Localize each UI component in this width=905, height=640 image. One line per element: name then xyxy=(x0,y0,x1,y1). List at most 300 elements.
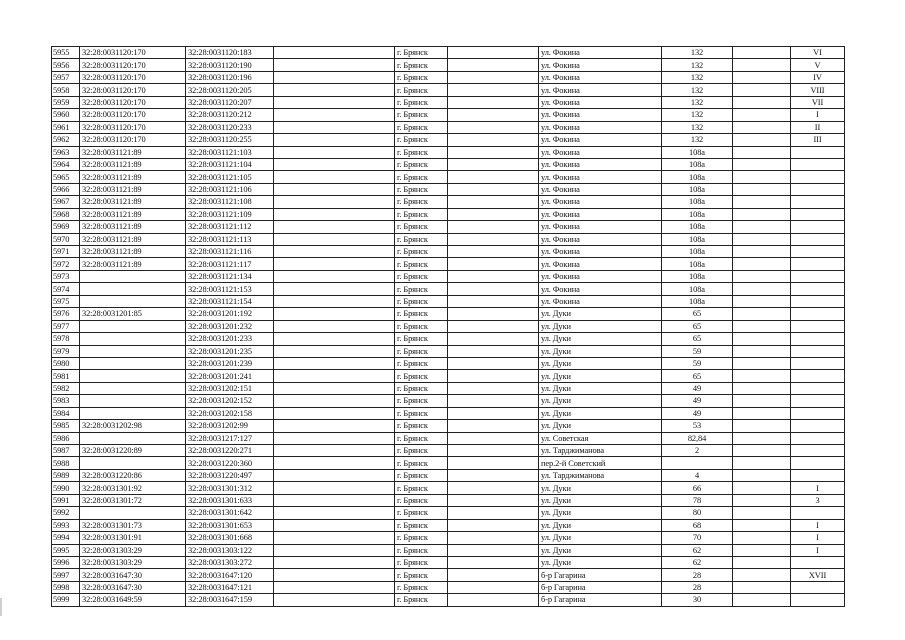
cell-blank1 xyxy=(274,196,395,208)
cell-apt: VI xyxy=(791,47,845,59)
cell-city: г. Брянск xyxy=(395,420,448,432)
cell-street: ул. Фокина xyxy=(539,96,662,108)
table-row xyxy=(52,544,845,556)
cell-city: г. Брянск xyxy=(395,333,448,345)
cell-cad_a: 32:28:0031301:92 xyxy=(80,482,186,494)
cell-n: 5984 xyxy=(52,407,80,419)
table-row xyxy=(52,71,845,83)
cell-city: г. Брянск xyxy=(395,270,448,282)
cell-cad_b: 32:28:0031121:105 xyxy=(186,171,274,183)
cell-n: 5997 xyxy=(52,569,80,581)
cell-apt: XVII xyxy=(791,569,845,581)
cell-city: г. Брянск xyxy=(395,594,448,606)
cell-blank2 xyxy=(448,432,539,444)
cell-blank2 xyxy=(448,146,539,158)
cell-blank1 xyxy=(274,109,395,121)
table-row xyxy=(52,519,845,531)
cell-blank1 xyxy=(274,295,395,307)
cell-n: 5980 xyxy=(52,357,80,369)
cell-cad_a: 32:28:0031120:170 xyxy=(80,121,186,133)
cell-blank2 xyxy=(448,233,539,245)
cell-blank3 xyxy=(733,594,791,606)
cell-street: ул. Фокина xyxy=(539,295,662,307)
cell-blank1 xyxy=(274,432,395,444)
table-row xyxy=(52,270,845,282)
cell-cad_b: 32:28:0031647:121 xyxy=(186,581,274,593)
cell-cad_a: 32:28:0031121:89 xyxy=(80,158,186,170)
cell-cad_a xyxy=(80,395,186,407)
cell-blank1 xyxy=(274,519,395,531)
cell-house: 108а xyxy=(662,233,733,245)
cell-street: ул. Тарджиманова xyxy=(539,469,662,481)
cell-cad_b: 32:28:0031120:207 xyxy=(186,96,274,108)
cell-apt xyxy=(791,345,845,357)
cell-cad_b: 32:28:0031121:106 xyxy=(186,183,274,195)
cell-blank2 xyxy=(448,270,539,282)
cell-blank1 xyxy=(274,47,395,59)
cell-city: г. Брянск xyxy=(395,432,448,444)
cell-street: ул. Дуки xyxy=(539,308,662,320)
cell-street: ул. Дуки xyxy=(539,407,662,419)
table-row xyxy=(52,246,845,258)
table-row xyxy=(52,482,845,494)
cell-city: г. Брянск xyxy=(395,308,448,320)
table-row xyxy=(52,407,845,419)
cell-n: 5990 xyxy=(52,482,80,494)
cell-city: г. Брянск xyxy=(395,395,448,407)
cell-city: г. Брянск xyxy=(395,469,448,481)
cell-cad_a xyxy=(80,407,186,419)
table-row xyxy=(52,308,845,320)
cell-cad_b: 32:28:0031301:653 xyxy=(186,519,274,531)
cell-blank2 xyxy=(448,295,539,307)
cell-n: 5964 xyxy=(52,158,80,170)
cell-street: ул. Фокина xyxy=(539,258,662,270)
cell-blank3 xyxy=(733,71,791,83)
cell-blank3 xyxy=(733,494,791,506)
cell-cad_a xyxy=(80,357,186,369)
cell-n: 5994 xyxy=(52,532,80,544)
cell-n: 5960 xyxy=(52,109,80,121)
cell-apt xyxy=(791,445,845,457)
table-row xyxy=(52,221,845,233)
cell-city: г. Брянск xyxy=(395,345,448,357)
cell-cad_b: 32:28:0031121:113 xyxy=(186,233,274,245)
cell-blank3 xyxy=(733,345,791,357)
cell-blank1 xyxy=(274,556,395,568)
cell-cad_a: 32:28:0031202:98 xyxy=(80,420,186,432)
cell-street: ул. Фокина xyxy=(539,84,662,96)
table-row xyxy=(52,171,845,183)
cell-n: 5983 xyxy=(52,395,80,407)
cell-city: г. Брянск xyxy=(395,544,448,556)
cell-n: 5966 xyxy=(52,183,80,195)
cell-street: ул. Дуки xyxy=(539,532,662,544)
cell-blank3 xyxy=(733,333,791,345)
cell-house: 82,84 xyxy=(662,432,733,444)
cell-blank1 xyxy=(274,208,395,220)
cell-house: 108а xyxy=(662,258,733,270)
cell-blank2 xyxy=(448,84,539,96)
cell-blank3 xyxy=(733,507,791,519)
table-row xyxy=(52,208,845,220)
cell-blank1 xyxy=(274,308,395,320)
cell-house: 108а xyxy=(662,283,733,295)
cell-blank1 xyxy=(274,258,395,270)
cell-blank1 xyxy=(274,71,395,83)
cell-blank2 xyxy=(448,420,539,432)
cell-cad_a: 32:28:0031121:89 xyxy=(80,146,186,158)
cell-blank3 xyxy=(733,370,791,382)
cell-cad_a: 32:28:0031120:170 xyxy=(80,96,186,108)
cell-blank1 xyxy=(274,532,395,544)
cell-city: г. Брянск xyxy=(395,494,448,506)
cell-cad_a: 32:28:0031301:72 xyxy=(80,494,186,506)
cell-cad_a xyxy=(80,507,186,519)
cell-house: 108а xyxy=(662,221,733,233)
scan-edge-mark xyxy=(0,598,2,616)
cell-blank3 xyxy=(733,109,791,121)
cell-house: 49 xyxy=(662,407,733,419)
cell-cad_b: 32:28:0031220:360 xyxy=(186,457,274,469)
cell-n: 5986 xyxy=(52,432,80,444)
cell-blank1 xyxy=(274,469,395,481)
cell-blank3 xyxy=(733,569,791,581)
cell-cad_a: 32:28:0031121:89 xyxy=(80,183,186,195)
cell-house: 28 xyxy=(662,569,733,581)
cell-blank2 xyxy=(448,171,539,183)
cell-n: 5967 xyxy=(52,196,80,208)
cell-apt xyxy=(791,395,845,407)
cell-city: г. Брянск xyxy=(395,482,448,494)
cell-apt: III xyxy=(791,134,845,146)
cell-house: 132 xyxy=(662,47,733,59)
cell-apt xyxy=(791,146,845,158)
cell-city: г. Брянск xyxy=(395,382,448,394)
cell-city: г. Брянск xyxy=(395,96,448,108)
cell-blank1 xyxy=(274,507,395,519)
cell-blank2 xyxy=(448,507,539,519)
table-row xyxy=(52,84,845,96)
cell-house: 108а xyxy=(662,146,733,158)
cell-cad_a: 32:28:0031120:170 xyxy=(80,47,186,59)
cell-city: г. Брянск xyxy=(395,221,448,233)
cell-street: ул. Дуки xyxy=(539,494,662,506)
cell-cad_a: 32:28:0031121:89 xyxy=(80,258,186,270)
cell-n: 5965 xyxy=(52,171,80,183)
cell-apt: 3 xyxy=(791,494,845,506)
cell-cad_b: 32:28:0031202:99 xyxy=(186,420,274,432)
cell-cad_b: 32:28:0031301:312 xyxy=(186,482,274,494)
cell-house: 62 xyxy=(662,544,733,556)
cell-blank1 xyxy=(274,171,395,183)
cell-apt xyxy=(791,196,845,208)
cell-city: г. Брянск xyxy=(395,158,448,170)
cell-blank3 xyxy=(733,221,791,233)
cell-street: ул. Дуки xyxy=(539,482,662,494)
cell-house: 68 xyxy=(662,519,733,531)
cell-blank2 xyxy=(448,59,539,71)
property-table xyxy=(51,46,845,607)
cell-cad_a xyxy=(80,345,186,357)
cell-blank1 xyxy=(274,84,395,96)
cell-n: 5988 xyxy=(52,457,80,469)
cell-n: 5991 xyxy=(52,494,80,506)
cell-apt xyxy=(791,270,845,282)
cell-house: 108а xyxy=(662,270,733,282)
cell-blank2 xyxy=(448,258,539,270)
cell-n: 5999 xyxy=(52,594,80,606)
cell-blank1 xyxy=(274,594,395,606)
cell-house: 132 xyxy=(662,121,733,133)
table-row xyxy=(52,233,845,245)
cell-city: г. Брянск xyxy=(395,171,448,183)
cell-blank3 xyxy=(733,258,791,270)
cell-blank3 xyxy=(733,196,791,208)
cell-apt: V xyxy=(791,59,845,71)
table-row xyxy=(52,494,845,506)
cell-street: ул. Фокина xyxy=(539,121,662,133)
cell-house: 132 xyxy=(662,96,733,108)
cell-city: г. Брянск xyxy=(395,109,448,121)
cell-blank1 xyxy=(274,569,395,581)
cell-cad_b: 32:28:0031121:154 xyxy=(186,295,274,307)
cell-cad_b: 32:28:0031301:633 xyxy=(186,494,274,506)
cell-blank2 xyxy=(448,47,539,59)
cell-city: г. Брянск xyxy=(395,556,448,568)
cell-house: 108а xyxy=(662,246,733,258)
cell-blank3 xyxy=(733,208,791,220)
cell-city: г. Брянск xyxy=(395,59,448,71)
cell-city: г. Брянск xyxy=(395,183,448,195)
cell-blank3 xyxy=(733,158,791,170)
table-row xyxy=(52,183,845,195)
cell-blank1 xyxy=(274,221,395,233)
cell-blank2 xyxy=(448,569,539,581)
cell-blank2 xyxy=(448,246,539,258)
cell-city: г. Брянск xyxy=(395,357,448,369)
cell-street: ул. Дуки xyxy=(539,519,662,531)
cell-blank3 xyxy=(733,469,791,481)
cell-house: 132 xyxy=(662,134,733,146)
cell-street: ул. Дуки xyxy=(539,544,662,556)
cell-blank1 xyxy=(274,121,395,133)
cell-city: г. Брянск xyxy=(395,507,448,519)
cell-apt xyxy=(791,258,845,270)
table-row xyxy=(52,146,845,158)
cell-house: 108а xyxy=(662,171,733,183)
cell-apt xyxy=(791,208,845,220)
cell-apt xyxy=(791,183,845,195)
cell-street: ул. Фокина xyxy=(539,196,662,208)
cell-blank3 xyxy=(733,357,791,369)
cell-apt: II xyxy=(791,121,845,133)
cell-cad_b: 32:28:0031301:642 xyxy=(186,507,274,519)
cell-street: ул. Фокина xyxy=(539,270,662,282)
cell-blank3 xyxy=(733,121,791,133)
cell-city: г. Брянск xyxy=(395,71,448,83)
cell-blank3 xyxy=(733,308,791,320)
cell-apt: I xyxy=(791,532,845,544)
cell-blank3 xyxy=(733,420,791,432)
cell-blank2 xyxy=(448,320,539,332)
cell-house: 28 xyxy=(662,581,733,593)
cell-cad_a: 32:28:0031121:89 xyxy=(80,196,186,208)
cell-cad_a: 32:28:0031121:89 xyxy=(80,233,186,245)
cell-blank3 xyxy=(733,482,791,494)
cell-blank3 xyxy=(733,519,791,531)
cell-city: г. Брянск xyxy=(395,519,448,531)
cell-cad_a: 32:28:0031121:89 xyxy=(80,208,186,220)
cell-blank2 xyxy=(448,519,539,531)
cell-cad_b: 32:28:0031120:183 xyxy=(186,47,274,59)
table-row xyxy=(52,109,845,121)
cell-city: г. Брянск xyxy=(395,134,448,146)
cell-apt xyxy=(791,158,845,170)
cell-blank1 xyxy=(274,233,395,245)
cell-street: ул. Дуки xyxy=(539,395,662,407)
cell-street: ул. Дуки xyxy=(539,345,662,357)
cell-n: 5992 xyxy=(52,507,80,519)
cell-apt: I xyxy=(791,109,845,121)
cell-apt xyxy=(791,469,845,481)
cell-street: ул. Фокина xyxy=(539,233,662,245)
cell-cad_a: 32:28:0031647:30 xyxy=(80,581,186,593)
cell-street: б-р Гагарина xyxy=(539,594,662,606)
cell-blank2 xyxy=(448,370,539,382)
cell-blank2 xyxy=(448,556,539,568)
cell-city: г. Брянск xyxy=(395,233,448,245)
cell-cad_a: 32:28:0031120:170 xyxy=(80,71,186,83)
cell-city: г. Брянск xyxy=(395,196,448,208)
cell-apt xyxy=(791,308,845,320)
cell-apt xyxy=(791,246,845,258)
cell-blank3 xyxy=(733,544,791,556)
cell-cad_a: 32:28:0031303:29 xyxy=(80,556,186,568)
cell-cad_b: 32:28:0031220:271 xyxy=(186,445,274,457)
cell-blank1 xyxy=(274,270,395,282)
cell-blank3 xyxy=(733,96,791,108)
table-row xyxy=(52,532,845,544)
cell-apt xyxy=(791,320,845,332)
table-row xyxy=(52,420,845,432)
cell-blank3 xyxy=(733,432,791,444)
cell-cad_a: 32:28:0031303:29 xyxy=(80,544,186,556)
cell-apt xyxy=(791,333,845,345)
cell-n: 5955 xyxy=(52,47,80,59)
cell-cad_b: 32:28:0031121:109 xyxy=(186,208,274,220)
cell-blank1 xyxy=(274,246,395,258)
cell-n: 5957 xyxy=(52,71,80,83)
cell-cad_b: 32:28:0031202:152 xyxy=(186,395,274,407)
table-row xyxy=(52,395,845,407)
cell-blank3 xyxy=(733,395,791,407)
cell-blank2 xyxy=(448,333,539,345)
cell-cad_b: 32:28:0031121:117 xyxy=(186,258,274,270)
cell-blank1 xyxy=(274,59,395,71)
cell-n: 5993 xyxy=(52,519,80,531)
cell-blank2 xyxy=(448,482,539,494)
cell-n: 5985 xyxy=(52,420,80,432)
cell-street: ул. Фокина xyxy=(539,47,662,59)
cell-street: ул. Фокина xyxy=(539,183,662,195)
cell-cad_b: 32:28:0031647:159 xyxy=(186,594,274,606)
cell-street: ул. Дуки xyxy=(539,333,662,345)
cell-apt xyxy=(791,221,845,233)
cell-city: г. Брянск xyxy=(395,258,448,270)
cell-apt xyxy=(791,420,845,432)
cell-cad_a xyxy=(80,432,186,444)
cell-blank3 xyxy=(733,146,791,158)
cell-house: 78 xyxy=(662,494,733,506)
cell-house: 59 xyxy=(662,357,733,369)
cell-blank3 xyxy=(733,134,791,146)
cell-city: г. Брянск xyxy=(395,407,448,419)
table-row xyxy=(52,333,845,345)
cell-house: 108а xyxy=(662,158,733,170)
cell-cad_b: 32:28:0031201:239 xyxy=(186,357,274,369)
table-row xyxy=(52,432,845,444)
cell-cad_b: 32:28:0031220:497 xyxy=(186,469,274,481)
cell-n: 5981 xyxy=(52,370,80,382)
cell-blank1 xyxy=(274,370,395,382)
cell-city: г. Брянск xyxy=(395,47,448,59)
cell-apt: VII xyxy=(791,96,845,108)
cell-street: ул. Фокина xyxy=(539,246,662,258)
table-row xyxy=(52,47,845,59)
cell-blank2 xyxy=(448,395,539,407)
cell-blank1 xyxy=(274,146,395,158)
cell-city: г. Брянск xyxy=(395,569,448,581)
cell-house: 132 xyxy=(662,109,733,121)
cell-house: 2 xyxy=(662,445,733,457)
cell-house: 132 xyxy=(662,71,733,83)
cell-house: 80 xyxy=(662,507,733,519)
cell-city: г. Брянск xyxy=(395,246,448,258)
cell-street: ул. Дуки xyxy=(539,556,662,568)
table-row xyxy=(52,295,845,307)
cell-cad_a xyxy=(80,370,186,382)
cell-cad_a: 32:28:0031647:30 xyxy=(80,569,186,581)
cell-street: ул. Фокина xyxy=(539,208,662,220)
cell-n: 5959 xyxy=(52,96,80,108)
cell-cad_a xyxy=(80,295,186,307)
cell-apt xyxy=(791,457,845,469)
table-row xyxy=(52,345,845,357)
cell-n: 5971 xyxy=(52,246,80,258)
cell-city: г. Брянск xyxy=(395,208,448,220)
cell-cad_b: 32:28:0031201:241 xyxy=(186,370,274,382)
cell-street: ул. Тарджиманова xyxy=(539,445,662,457)
cell-apt xyxy=(791,233,845,245)
cell-apt xyxy=(791,370,845,382)
cell-n: 5973 xyxy=(52,270,80,282)
cell-n: 5958 xyxy=(52,84,80,96)
cell-cad_b: 32:28:0031120:196 xyxy=(186,71,274,83)
table-row xyxy=(52,59,845,71)
cell-house: 49 xyxy=(662,382,733,394)
cell-blank1 xyxy=(274,357,395,369)
cell-house: 53 xyxy=(662,420,733,432)
cell-cad_b: 32:28:0031303:122 xyxy=(186,544,274,556)
cell-street: ул. Фокина xyxy=(539,146,662,158)
cell-city: г. Брянск xyxy=(395,146,448,158)
cell-blank1 xyxy=(274,482,395,494)
cell-apt xyxy=(791,432,845,444)
cell-cad_b: 32:28:0031121:108 xyxy=(186,196,274,208)
cell-n: 5978 xyxy=(52,333,80,345)
cell-blank3 xyxy=(733,233,791,245)
